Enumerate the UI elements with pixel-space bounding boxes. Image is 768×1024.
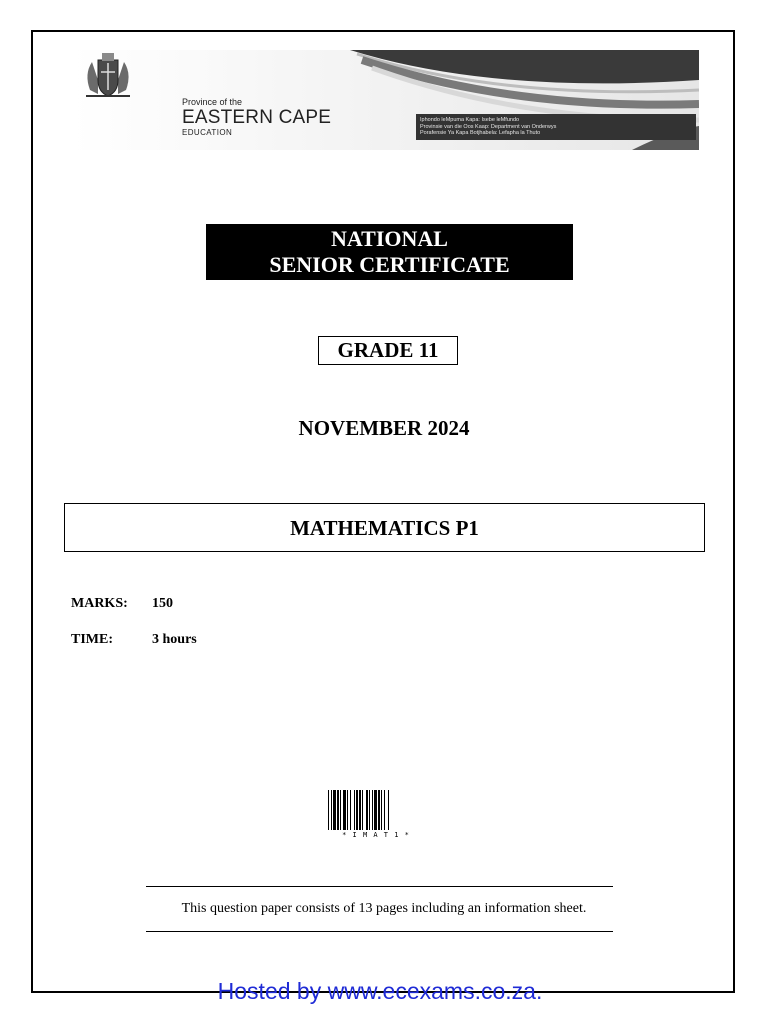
logo-province-line: Province of the [182,97,243,107]
marks-value: 150 [152,596,173,611]
logo-department: EDUCATION [182,128,233,137]
exam-date: NOVEMBER 2024 [298,416,470,440]
page-count-note: This question paper consists of 13 pages including an information sheet. [181,901,587,916]
time-row [71,632,197,648]
barcode-icon [328,790,424,830]
dept-line-3: Porafensie Ya Kapa Botjhabela: Lefapha la Thuto [420,130,541,136]
dept-line-1: Iphondo leMpuma Kapa: Isebe leMfundo [420,117,520,123]
time-label: TIME: [71,632,113,647]
title-line-1: NATIONAL [331,226,448,251]
footer-rule-top [146,886,613,887]
department-logo [182,98,331,137]
marks-label: MARKS: [71,596,128,611]
department-names-box [416,114,696,140]
certificate-title [206,224,573,280]
coat-of-arms-icon [72,50,144,100]
hosted-by-link[interactable]: Hosted by www.ecexams.co.za. [217,978,543,1004]
barcode-text: * I M A T 1 * [342,831,410,839]
marks-row [71,596,173,612]
dept-line-2: Provinsie van die Oos Kaap: Department van Onderwys [420,123,557,130]
grade-label: GRADE 11 [318,336,458,365]
time-value: 3 hours [152,632,197,647]
header-banner [72,50,699,150]
footer-rule-bottom [146,931,613,932]
title-line-2: SENIOR CERTIFICATE [269,252,510,277]
subject-title: MATHEMATICS P1 [64,503,705,552]
logo-province-name: EASTERN CAPE [182,107,332,128]
